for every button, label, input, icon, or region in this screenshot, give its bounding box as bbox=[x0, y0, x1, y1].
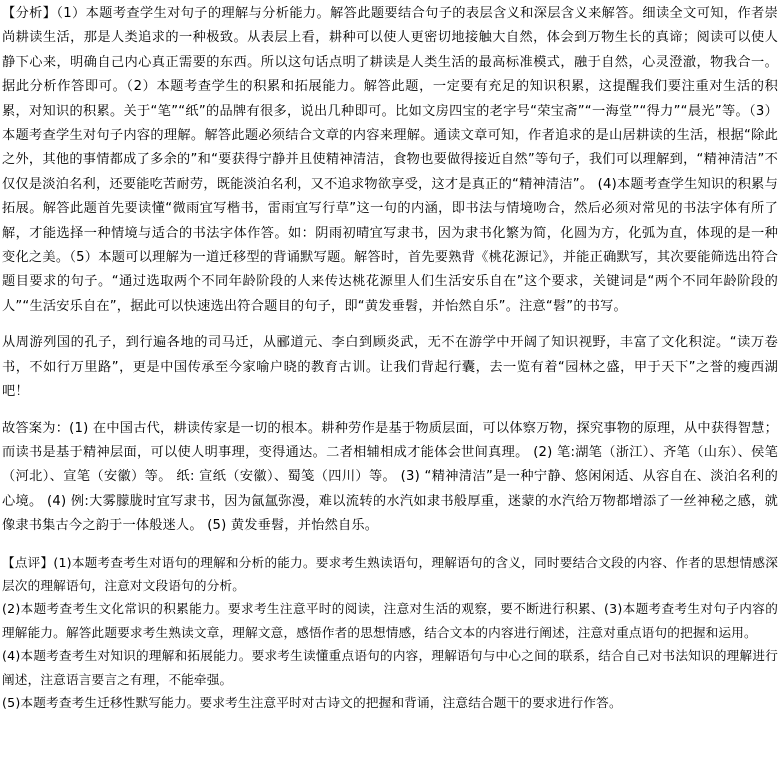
comment-section bbox=[2, 551, 778, 715]
analysis-paragraph: 【分析】（1）本题考查学生对句子的理解与分析能力。解答此题要结合句子的表层含义和深层含义来解答。细读全文可知，作者崇尚耕读生活，那是人类追求的一种极致。从表层上看，耕种可以使人更密切地接触大自然，体会到万物生长的真谛；阅读可以使人静下心来，明确自己内心真正需要的东西。所以这句话点明了耕读是人类生活的最高标准模式，融于自然，心灵澄澈，物我合一。据此分析作答即可。（2）本题考查学生的积累和拓展能力。解答此题，一定要有充足的知识积累，这提醒我们要注重对生活的积累，对知识的积累。关于“笔”“纸”的品牌有很多，说出几种即可。比如文房四宝的老字号“荣宝斋”“一海堂”“得力”“晨光”等。（3）本题考查学生对句子内容的理解。解答此题必须结合文章的内容来理解。通读文章可知，作者追求的是山居耕读的生活，根据“除此之外，其他的事情都成了多余的”和“要获得宁静并且使精神清洁，食物也要做得接近自然”等句子，我们可以理解到，“精神清洁”不仅仅是淡泊名利，还要能吃苦耐劳，既能淡泊名利，又不追求物欲享受，这才是真正的“精神清洁”。 (4)本题考查学生知识的积累与拓展。解答此题首先要读懂“微雨宜写楷书，雷雨宜写行草”这一句的内涵，即书法与情境吻合，然后必须对常见的书法字体有所了解，才能选择一种情境与适合的书法字体作答。如：阴雨初晴宜写隶书，因为隶书化繁为简，化圆为方，化弧为直，体现的是一种变化之美。（5）本题可以理解为一道迁移型的背诵默写题。解答时，首先要熟背《桃花源记》，并能正确默写，其次要能筛选出符合题目要求的句子。“通过选取两个不同年龄阶段的人来传达桃花源里人们生活安乐自在”这个要求，关键词是“两个不同年龄阶段的人”“生活安乐自在”，据此可以快速选出符合题目的句子，即“黄发垂髫，并怡然自乐”。注意“髫”的书写。 bbox=[2, 6, 778, 314]
comment-line: (5)本题考查考生迁移性默写能力。要求考生注意平时对古诗文的把握和背诵，注意结合题干的要求进行作答。 bbox=[2, 694, 622, 710]
comment-line: (2)本题考查考生文化常识的积累能力。要求考生注意平时的阅读，注意对生活的观察，要不断进行积累、(3)本题考查考生对句子内容的理解能力。解答此题要求考生熟读文章，理解文意，感悟作者的思想情感，结合文本的内容进行阐述，注意对重点语句的把握和运用。 bbox=[2, 601, 778, 640]
comment-line: (4)本题考查考生对知识的理解和拓展能力。要求考生读懂重点语句的内容，理解语句与中心之间的联系，结合自己对书法知识的理解进行阐述，注意语言要言之有理，不能牵强。 bbox=[2, 648, 778, 687]
comment-line: 【点评】(1)本题考查考生对语句的理解和分析的能力。要求考生熟读语句，理解语句的含义，同时要结合文段的内容、作者的思想情感深层次的理解语句，注意对文段语句的分析。 bbox=[2, 554, 778, 593]
intro-paragraph: 从周游列国的孔子，到行遍各地的司马迁，从郦道元、李白到顾炎武，无不在游学中开阔了知识视野，丰富了文化积淀。“读万卷书，不如行万里路”，更是中国传承至今家喻户晓的教育古训。让我们背起行囊，去一览有着“园林之盛，甲于天下”之誉的瘦西湖吧！ bbox=[2, 335, 778, 400]
answer-paragraph: 故答案为：(1) 在中国古代，耕读传家是一切的根本。耕种劳作是基于物质层面，可以体察万物，探究事物的原理，从中获得智慧；而读书是基于精神层面，可以使人明事理，变得通达。二者相辅相成才能体会世间真理。 (2) 笔:湖笔（浙江）、齐笔（山东）、侯笔（河北）、宣笔（安徽）等。 纸: 宣纸（安徽）、蜀笺（四川）等。 (3) “精神清洁”是一种宁静、悠闲闲适、从容自在、淡泊名利的心境。 (4) 例:大雾朦胧时宜写隶书，因为氤氲弥漫，难以流转的水汽如隶书般厚重，迷蒙的水汽给万物都增添了一丝神秘之感，就像隶书集古今之韵于一体般迷人。 (5) 黄发垂髫，并怡然自乐。 bbox=[2, 420, 778, 534]
